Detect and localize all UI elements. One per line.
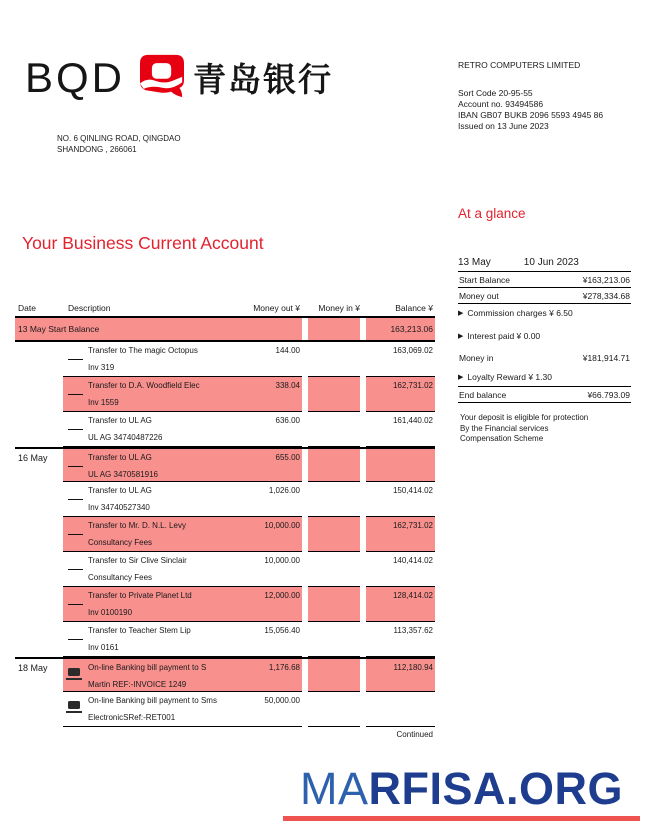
triangle-bullet-icon: ▶ bbox=[458, 374, 464, 381]
transaction-money-out: 1,026.00 bbox=[268, 486, 300, 495]
transaction-date bbox=[15, 412, 63, 447]
account-number: Account no. 93494586 bbox=[458, 99, 544, 109]
glance-end-balance-row bbox=[458, 387, 631, 402]
transaction-money-in bbox=[308, 552, 360, 587]
transaction-main-cell bbox=[63, 587, 302, 622]
transaction-description: Transfer to Private Planet Ltd bbox=[88, 591, 192, 600]
bank-logo-text: BQD bbox=[25, 53, 126, 101]
column-header-money-out: Money out ¥ bbox=[253, 303, 300, 313]
transaction-row bbox=[15, 622, 435, 657]
column-header-date: Date bbox=[18, 303, 36, 313]
transaction-main-cell bbox=[63, 622, 302, 657]
transaction-row bbox=[15, 657, 435, 692]
glance-money-out-row bbox=[458, 288, 631, 304]
money-in-label: Money in bbox=[459, 352, 494, 363]
transaction-money-in bbox=[308, 622, 360, 657]
glance-start-balance-row bbox=[458, 272, 631, 288]
start-balance-row-label: 13 May Start Balance bbox=[15, 318, 302, 340]
bank-address-line2: SHANDONG , 266061 bbox=[57, 145, 137, 154]
protection-line1: Your deposit is eligible for protection bbox=[460, 413, 589, 422]
transaction-money-out: 15,056.40 bbox=[264, 626, 300, 635]
transaction-row bbox=[15, 342, 435, 377]
transaction-money-in bbox=[308, 517, 360, 552]
transaction-date bbox=[15, 517, 63, 552]
transaction-reference: UL AG 3470581916 bbox=[88, 470, 158, 479]
transfer-icon bbox=[68, 569, 83, 570]
transaction-money-out: 10,000.00 bbox=[264, 556, 300, 565]
transaction-row bbox=[15, 412, 435, 447]
transaction-date bbox=[15, 377, 63, 412]
transaction-money-out: 10,000.00 bbox=[264, 521, 300, 530]
deposit-protection-note bbox=[460, 413, 588, 445]
transaction-balance: 161,440.02 bbox=[366, 412, 435, 447]
protection-line2: By the Financial services bbox=[460, 423, 549, 433]
transaction-money-in bbox=[308, 587, 360, 622]
column-header-main bbox=[63, 303, 302, 316]
at-a-glance-panel bbox=[458, 206, 631, 403]
transfer-icon bbox=[68, 639, 83, 640]
transaction-money-in bbox=[308, 659, 360, 692]
account-holder-name: RETRO COMPUTERS LIMITED bbox=[458, 60, 581, 70]
end-balance-value: ¥66.793.09 bbox=[587, 389, 630, 400]
transaction-money-in bbox=[308, 449, 360, 482]
transaction-money-out: 50,000.00 bbox=[264, 696, 300, 705]
transaction-main-cell bbox=[63, 482, 302, 517]
transaction-main-cell bbox=[63, 517, 302, 552]
transaction-reference: Inv 1559 bbox=[88, 398, 119, 407]
transaction-reference: UL AG 34740487226 bbox=[88, 433, 163, 442]
transaction-balance: 128,414.02 bbox=[366, 587, 435, 622]
transaction-money-in bbox=[308, 692, 360, 727]
transaction-balance bbox=[366, 692, 435, 727]
page-title: Your Business Current Account bbox=[22, 233, 264, 253]
bank-logo-icon bbox=[139, 54, 185, 103]
transaction-date bbox=[15, 552, 63, 587]
transfer-icon bbox=[68, 499, 83, 500]
transaction-money-in bbox=[308, 342, 360, 377]
transaction-row bbox=[15, 377, 435, 412]
transaction-reference: Inv 34740527340 bbox=[88, 503, 150, 512]
watermark-underline bbox=[283, 816, 640, 821]
statement-table-header bbox=[15, 303, 435, 318]
transaction-description: Transfer to UL AG bbox=[88, 486, 152, 495]
transfer-icon bbox=[68, 534, 83, 535]
loyalty-reward-row bbox=[458, 372, 631, 382]
money-out-value: ¥278,334.68 bbox=[582, 290, 630, 301]
start-balance-row bbox=[15, 318, 435, 342]
transaction-money-out: 1,176.68 bbox=[268, 663, 300, 672]
transaction-row bbox=[15, 447, 435, 482]
transaction-date: 18 May bbox=[18, 663, 48, 673]
transaction-rows bbox=[15, 342, 435, 727]
loyalty-reward-text: Loyalty Reward ¥ 1.30 bbox=[467, 372, 552, 382]
interest-paid-row bbox=[458, 331, 631, 341]
transaction-date bbox=[15, 587, 63, 622]
transaction-money-out: 338.04 bbox=[275, 381, 300, 390]
transaction-row bbox=[15, 517, 435, 552]
start-balance-label: Start Balance bbox=[459, 274, 511, 285]
statement-table bbox=[15, 303, 435, 739]
period-start: 13 May bbox=[458, 257, 491, 268]
transaction-description: Transfer to Mr. D. N.L. Levy bbox=[88, 521, 186, 530]
interest-paid-text: Interest paid ¥ 0.00 bbox=[467, 331, 541, 341]
bank-address bbox=[57, 133, 181, 155]
column-header-money-in: Money in ¥ bbox=[318, 303, 360, 313]
transfer-icon bbox=[68, 394, 83, 395]
transaction-reference: Inv 0161 bbox=[88, 643, 119, 652]
transaction-row bbox=[15, 692, 435, 727]
transaction-reference: Martin REF:-INVOICE 1249 bbox=[88, 680, 187, 689]
transaction-row bbox=[15, 482, 435, 517]
statement-period bbox=[458, 257, 631, 272]
transaction-reference: Inv 0100190 bbox=[88, 608, 133, 617]
transaction-balance: 113,357.62 bbox=[366, 622, 435, 657]
transaction-date bbox=[15, 342, 63, 377]
transaction-main-cell bbox=[63, 692, 302, 727]
watermark bbox=[283, 763, 640, 821]
money-in-value: ¥181,914.71 bbox=[582, 352, 630, 363]
commission-charges-text: Commission charges ¥ 6.50 bbox=[467, 308, 573, 318]
transaction-row bbox=[15, 587, 435, 622]
transaction-main-cell bbox=[63, 342, 302, 377]
commission-charges-row bbox=[458, 308, 631, 318]
transaction-main-cell bbox=[63, 552, 302, 587]
transaction-date: 16 May bbox=[18, 453, 48, 463]
watermark-suffix: RFISA.ORG bbox=[368, 763, 623, 814]
continued-label: Continued bbox=[396, 730, 433, 739]
transaction-money-out: 12,000.00 bbox=[264, 591, 300, 600]
transfer-icon bbox=[68, 466, 83, 467]
transaction-main-cell bbox=[63, 377, 302, 412]
sort-code: Sort Code 20-95-55 bbox=[458, 88, 533, 98]
transaction-row bbox=[15, 552, 435, 587]
transfer-icon bbox=[68, 604, 83, 605]
glance-end-balance-wrap bbox=[458, 386, 631, 403]
triangle-bullet-icon: ▶ bbox=[458, 310, 464, 317]
transaction-money-in bbox=[308, 377, 360, 412]
transaction-reference: Consultancy Fees bbox=[88, 573, 153, 582]
triangle-bullet-icon: ▶ bbox=[458, 333, 464, 340]
watermark-prefix: MA bbox=[299, 763, 369, 814]
transaction-balance: 162,731.02 bbox=[366, 377, 435, 412]
online-banking-icon bbox=[68, 668, 80, 676]
transaction-main-cell bbox=[63, 449, 302, 482]
start-balance-money-in bbox=[308, 318, 360, 340]
transaction-date bbox=[15, 482, 63, 517]
bank-name-chinese: 青岛银行 bbox=[193, 60, 334, 99]
transaction-money-in bbox=[308, 482, 360, 517]
online-banking-icon bbox=[68, 701, 80, 709]
transaction-money-out: 655.00 bbox=[275, 453, 300, 462]
transaction-balance: 150,414.02 bbox=[366, 482, 435, 517]
transaction-money-out: 636.00 bbox=[275, 416, 300, 425]
column-header-balance: Balance ¥ bbox=[395, 303, 433, 313]
transaction-date bbox=[15, 622, 63, 657]
transaction-main-cell bbox=[63, 659, 302, 692]
transaction-description: Transfer to D.A. Woodfield Elec bbox=[88, 381, 200, 390]
iban: IBAN GB07 BUKB 2096 5593 4945 86 bbox=[458, 110, 604, 120]
transaction-reference: ElectronicSRef:-RET001 bbox=[88, 713, 176, 722]
protection-line3: Compensation Scheme bbox=[460, 434, 544, 443]
transaction-balance: 112,180.94 bbox=[366, 659, 435, 692]
transfer-icon bbox=[68, 429, 83, 430]
issued-date: Issued on 13 June 2023 bbox=[458, 121, 549, 131]
transaction-balance bbox=[366, 449, 435, 482]
watermark-text bbox=[283, 763, 640, 815]
column-header-description: Description bbox=[68, 303, 111, 313]
bank-logo bbox=[25, 52, 333, 103]
transaction-description: Transfer to Teacher Stem Lip bbox=[88, 626, 191, 635]
end-balance-label: End balance bbox=[459, 389, 507, 400]
transaction-balance: 163,069.02 bbox=[366, 342, 435, 377]
transaction-money-out: 144.00 bbox=[275, 346, 300, 355]
account-holder-block bbox=[458, 60, 603, 132]
transaction-description: On-line Banking bill payment to Sms bbox=[88, 696, 217, 705]
transaction-description: Transfer to UL AG bbox=[88, 453, 152, 462]
transaction-balance: 162,731.02 bbox=[366, 517, 435, 552]
transaction-reference: Consultancy Fees bbox=[88, 538, 153, 547]
at-a-glance-title: At a glance bbox=[458, 206, 526, 221]
transaction-balance: 140,414.02 bbox=[366, 552, 435, 587]
transaction-money-in bbox=[308, 412, 360, 447]
transaction-description: Transfer to The magic Octopus bbox=[88, 346, 198, 355]
start-balance-amount: 163,213.06 bbox=[366, 318, 435, 340]
transaction-description: Transfer to UL AG bbox=[88, 416, 152, 425]
transaction-main-cell bbox=[63, 412, 302, 447]
transaction-date bbox=[15, 692, 63, 727]
transaction-reference: Inv 319 bbox=[88, 363, 115, 372]
start-balance-value: ¥163,213.06 bbox=[582, 274, 630, 285]
money-out-label: Money out bbox=[459, 290, 499, 301]
transaction-description: On-line Banking bill payment to S bbox=[88, 663, 207, 672]
glance-money-in-row bbox=[458, 350, 631, 365]
bank-address-line1: NO. 6 QINLING ROAD, QINGDAO bbox=[57, 134, 181, 143]
transfer-icon bbox=[68, 359, 83, 360]
period-end: 10 Jun 2023 bbox=[523, 257, 579, 268]
transaction-description: Transfer to Sir Clive Sinclair bbox=[88, 556, 187, 565]
